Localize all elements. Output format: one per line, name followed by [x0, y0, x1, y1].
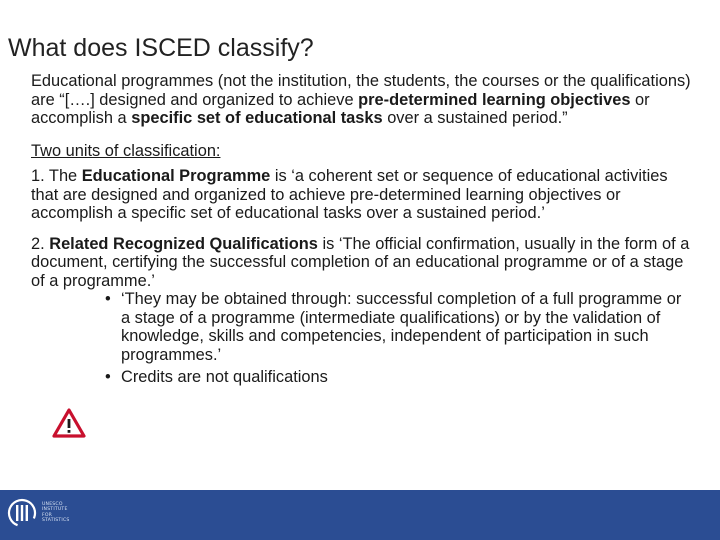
- warning-icon: [52, 408, 86, 438]
- qualification-bullets: [31, 290, 693, 387]
- bullet-mark: •: [105, 290, 111, 308]
- bullet-text: Credits are not qualifications: [121, 368, 328, 386]
- intro-paragraph: [31, 72, 693, 128]
- footer-bar: [0, 490, 720, 540]
- logo-line: UNESCO: [42, 502, 63, 507]
- uis-logo-mark-icon: [6, 497, 38, 529]
- slide-title: What does ISCED classify?: [8, 34, 314, 62]
- intro-bold-1: pre-determined learning objectives: [358, 90, 631, 109]
- logo-line: FOR: [42, 512, 53, 518]
- bullet-text: ‘They may be obtained through: successful completion of a full programme or a stage of a programme (intermediate qualifications) or by the validation of knowledge, skills and competencies, independent of participation in such programmes.’: [121, 290, 682, 364]
- unit-1-text: is ‘a coherent set or sequence of educational activities that are designed and organized to achieve pre-determined learning objectives or accomplish a specific set of educational tasks over a sustained period.’: [31, 167, 668, 222]
- logo-line: INSTITUTE: [42, 507, 68, 513]
- uis-logo-text: [42, 502, 70, 524]
- unit-2-term: Related Recognized Qualifications: [49, 234, 318, 253]
- unit-1-term: Educational Programme: [81, 167, 271, 185]
- slide-body: [31, 72, 693, 387]
- units-heading: [31, 142, 693, 161]
- intro-text-1: Educational programmes (not the institution, the students, the courses or the qualifications) are “[….] designed and organized to achieve: [31, 72, 691, 109]
- unit-2-text: is ‘The official confirmation, usually in the form of a document, certifying the successful completion of an educational programme or of a stage of a programme.’: [31, 234, 690, 290]
- unit-2-prefix: 2.: [31, 234, 50, 253]
- unit-1-prefix: 1. The: [31, 167, 82, 185]
- bullet-item: [105, 290, 693, 364]
- bullet-mark: •: [105, 368, 111, 386]
- uis-logo: [6, 497, 86, 533]
- intro-text-3: over a sustained period.”: [382, 109, 568, 127]
- unit-item-1: [31, 167, 693, 223]
- intro-text-2: or accomplish a: [31, 90, 650, 127]
- bullet-item: [105, 368, 693, 387]
- units-heading-text: Two units of classification:: [31, 141, 221, 160]
- intro-bold-2: specific set of educational tasks: [131, 109, 383, 127]
- unit-item-2: [31, 235, 693, 291]
- logo-line: STATISTICS: [42, 518, 70, 524]
